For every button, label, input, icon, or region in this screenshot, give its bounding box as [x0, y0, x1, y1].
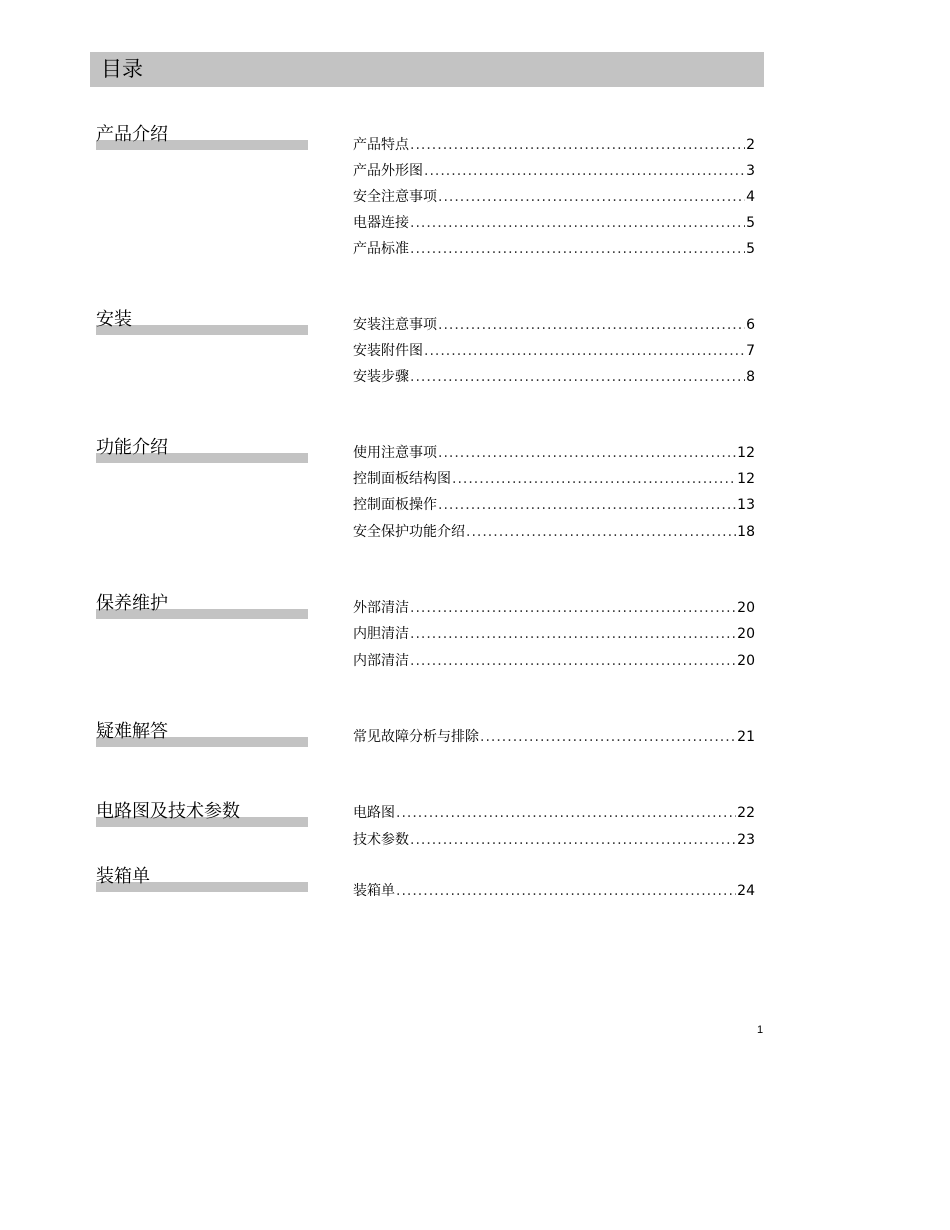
toc-entry-page: 12	[737, 445, 755, 461]
dot-leader	[410, 830, 736, 850]
dot-leader	[480, 727, 736, 747]
dot-leader	[396, 881, 736, 901]
toc-entry[interactable]	[353, 830, 755, 850]
toc-entry-page: 24	[737, 883, 755, 899]
toc-entry[interactable]	[353, 315, 755, 335]
toc-entry-page: 20	[737, 626, 755, 642]
dot-leader	[438, 495, 736, 515]
toc-entry-page: 22	[737, 805, 755, 821]
toc-entry-label: 控制面板操作	[353, 497, 437, 513]
dot-leader	[438, 187, 745, 207]
dot-leader	[424, 161, 745, 181]
section-heading-label: 功能介绍	[96, 437, 168, 458]
toc-entry-page: 6	[746, 317, 755, 333]
dot-leader	[410, 239, 745, 259]
toc-entry-label: 使用注意事项	[353, 445, 437, 461]
toc-entry[interactable]	[353, 239, 755, 259]
section-heading	[96, 437, 308, 463]
dot-leader	[410, 367, 745, 387]
dot-leader	[424, 341, 745, 361]
toc-title: 目录	[101, 57, 143, 81]
toc-entry-page: 5	[746, 241, 755, 257]
section-heading	[96, 124, 308, 150]
dot-leader	[410, 598, 736, 618]
section-heading	[96, 866, 308, 892]
toc-entry[interactable]	[353, 469, 755, 489]
section-heading	[96, 801, 308, 827]
toc-entry[interactable]	[353, 881, 755, 901]
section-heading-label: 保养维护	[96, 593, 168, 614]
toc-entry-label: 安全注意事项	[353, 189, 437, 205]
toc-entry-label: 常见故障分析与排除	[353, 729, 479, 745]
toc-entry-label: 安装附件图	[353, 343, 423, 359]
toc-entry-label: 装箱单	[353, 883, 395, 899]
dot-leader	[438, 315, 745, 335]
toc-entry-label: 内部清洁	[353, 653, 409, 669]
toc-entry-label: 安装注意事项	[353, 317, 437, 333]
toc-entry-label: 外部清洁	[353, 600, 409, 616]
toc-entry-label: 技术参数	[353, 832, 409, 848]
toc-entry-label: 电器连接	[353, 215, 409, 231]
toc-entry-label: 产品特点	[353, 137, 409, 153]
toc-entry[interactable]	[353, 598, 755, 618]
section-heading	[96, 309, 308, 335]
section-heading-label: 装箱单	[96, 866, 150, 887]
toc-entry[interactable]	[353, 495, 755, 515]
toc-entry[interactable]	[353, 651, 755, 671]
toc-entry[interactable]	[353, 624, 755, 644]
toc-entry-label: 安全保护功能介绍	[353, 524, 465, 540]
toc-entry-page: 7	[746, 343, 755, 359]
dot-leader	[410, 135, 745, 155]
section-heading-label: 电路图及技术参数	[96, 801, 240, 822]
toc-entry-page: 8	[746, 369, 755, 385]
toc-entry-page: 21	[737, 729, 755, 745]
toc-entry-label: 电路图	[353, 805, 395, 821]
toc-entry-page: 2	[746, 137, 755, 153]
section-heading-label: 产品介绍	[96, 124, 168, 145]
toc-entry-page: 3	[746, 163, 755, 179]
dot-leader	[452, 469, 736, 489]
dot-leader	[410, 624, 736, 644]
section-heading-label: 疑难解答	[96, 721, 168, 742]
toc-entry[interactable]	[353, 187, 755, 207]
dot-leader	[466, 522, 736, 542]
toc-entry-label: 安装步骤	[353, 369, 409, 385]
toc-entry[interactable]	[353, 135, 755, 155]
toc-entry-label: 内胆清洁	[353, 626, 409, 642]
toc-entry[interactable]	[353, 213, 755, 233]
toc-entry[interactable]	[353, 522, 755, 542]
toc-entry[interactable]	[353, 367, 755, 387]
section-heading-label: 安装	[96, 309, 132, 330]
toc-entry-page: 12	[737, 471, 755, 487]
dot-leader	[396, 803, 736, 823]
toc-entry[interactable]	[353, 161, 755, 181]
toc-entry-page: 20	[737, 600, 755, 616]
toc-entry-page: 13	[737, 497, 755, 513]
toc-entry-label: 产品外形图	[353, 163, 423, 179]
toc-title-bar	[90, 52, 764, 87]
toc-entry-label: 产品标准	[353, 241, 409, 257]
toc-entry-page: 20	[737, 653, 755, 669]
section-heading	[96, 593, 308, 619]
toc-entry-page: 4	[746, 189, 755, 205]
dot-leader	[410, 213, 745, 233]
section-heading	[96, 721, 308, 747]
toc-entry[interactable]	[353, 727, 755, 747]
dot-leader	[410, 651, 736, 671]
toc-entry[interactable]	[353, 443, 755, 463]
toc-entry-page: 5	[746, 215, 755, 231]
toc-entry-page: 23	[737, 832, 755, 848]
toc-entry[interactable]	[353, 341, 755, 361]
page-number: 1	[757, 1024, 764, 1036]
toc-entry-page: 18	[737, 524, 755, 540]
dot-leader	[438, 443, 736, 463]
toc-entry[interactable]	[353, 803, 755, 823]
toc-entry-label: 控制面板结构图	[353, 471, 451, 487]
